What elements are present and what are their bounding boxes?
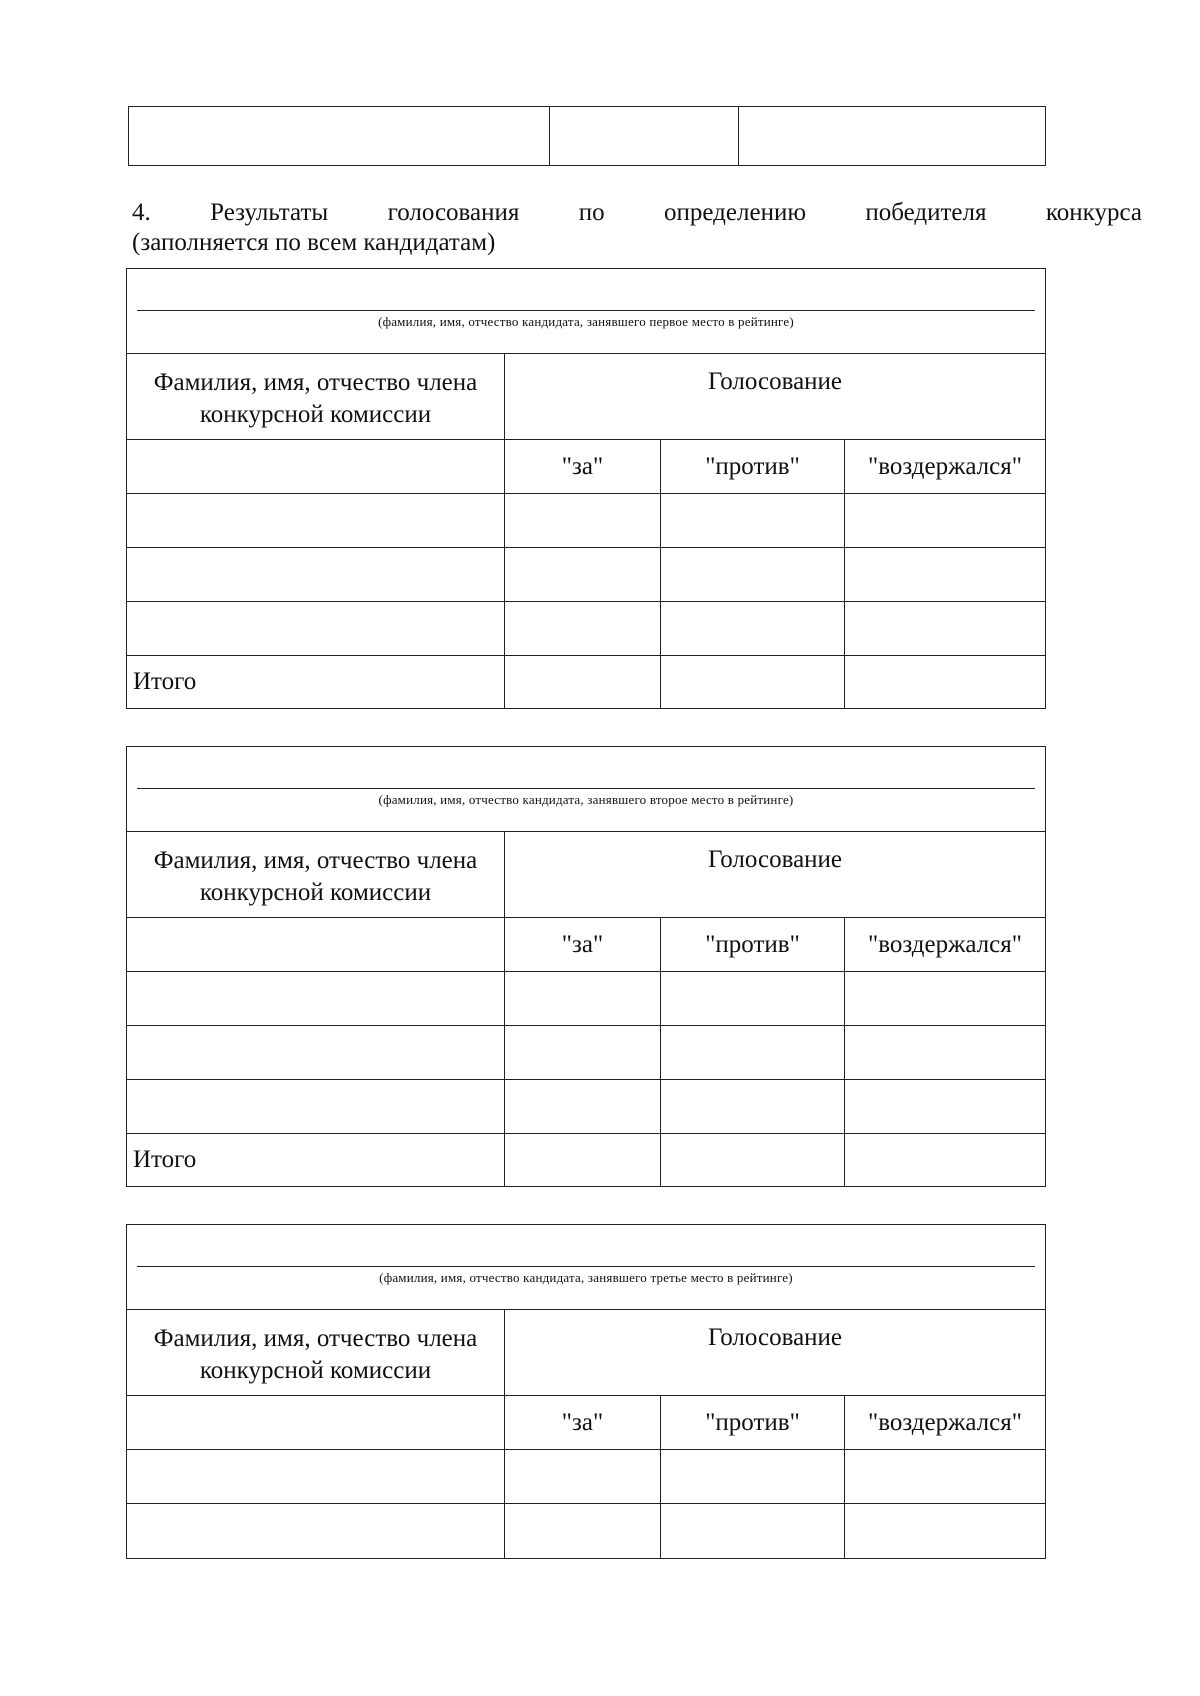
member-name-header: Фамилия, имя, отчество члена конкурсной комиссии [127,1310,505,1395]
table-cell[interactable] [845,1450,1045,1503]
table-cell[interactable] [845,972,1045,1025]
candidate-name-field[interactable] [127,269,1045,354]
table-cell[interactable] [845,1504,1045,1558]
table-cell[interactable] [845,1080,1045,1133]
table-cell [129,107,550,165]
heading-line-2: (заполняется по всем кандидатам) [132,229,496,256]
table-cell[interactable] [661,602,845,655]
fill-in-line [137,310,1035,311]
candidate-name-field[interactable] [127,1225,1045,1310]
voting-header: Голосование [707,368,843,395]
voting-header: Голосование [707,1324,843,1351]
section-heading [132,198,1142,258]
table-cell[interactable] [505,548,661,601]
table-cell [127,918,505,971]
heading-word: Результаты [210,199,329,226]
col-for-header: "за" [505,440,661,493]
table-cell[interactable] [505,1134,661,1186]
member-name-header: Фамилия, имя, отчество члена конкурсной комиссии [127,354,505,439]
table-row [127,1450,1045,1504]
voting-header: Голосование [707,846,843,873]
table-cell[interactable] [661,656,845,708]
table-cell[interactable] [127,494,505,547]
table-cell[interactable] [845,548,1045,601]
fill-in-line [137,788,1035,789]
col-for-header: "за" [505,1396,661,1449]
col-abstain-header: "воздержался" [868,930,1022,958]
table-cell[interactable] [661,494,845,547]
table-row [127,494,1045,548]
table-cell[interactable] [661,1080,845,1133]
heading-word: по [578,199,605,226]
table-header-row [127,832,1045,918]
table-row [127,972,1045,1026]
table-cell [127,1396,505,1449]
table-cell[interactable] [661,1450,845,1503]
table-header-row [127,354,1045,440]
candidate-3-vote-table [126,1224,1046,1559]
table-cell[interactable] [505,1080,661,1133]
member-name-header: Фамилия, имя, отчество члена конкурсной комиссии [127,832,505,917]
vote-columns-row [127,918,1045,972]
table-cell[interactable] [505,494,661,547]
heading-word: победителя [865,199,987,226]
candidate-1-vote-table [126,268,1046,709]
table-cell[interactable] [505,656,661,708]
candidate-name-field[interactable] [127,747,1045,832]
total-label: Итого [127,1134,505,1186]
table-cell [739,107,1045,165]
heading-word: голосования [387,199,520,226]
table-cell[interactable] [661,1504,845,1558]
table-cell[interactable] [505,972,661,1025]
heading-word: определению [664,199,806,226]
col-abstain-header: "воздержался" [868,1408,1022,1436]
total-row [127,656,1045,708]
table-cell[interactable] [845,602,1045,655]
table-row [127,548,1045,602]
candidate-caption: (фамилия, имя, отчество кандидата, занявшего третье место в рейтинге) [379,1270,793,1285]
heading-line-1 [132,198,1142,228]
table-cell[interactable] [505,602,661,655]
table-cell[interactable] [661,1134,845,1186]
table-cell[interactable] [127,602,505,655]
table-cell[interactable] [127,548,505,601]
table-cell[interactable] [661,548,845,601]
col-for-header: "за" [505,918,661,971]
table-cell[interactable] [661,972,845,1025]
candidate-caption: (фамилия, имя, отчество кандидата, занявшего второе место в рейтинге) [378,792,794,807]
col-against-header: "против" [661,440,845,493]
table-cell[interactable] [127,972,505,1025]
heading-number: 4. [132,199,151,226]
previous-section-table [128,106,1046,166]
table-cell[interactable] [127,1080,505,1133]
heading-word: конкурса [1045,199,1142,226]
table-cell[interactable] [845,656,1045,708]
table-cell[interactable] [127,1026,505,1079]
table-cell[interactable] [505,1450,661,1503]
table-header-row [127,1310,1045,1396]
table-row [127,1504,1045,1558]
total-label: Итого [127,656,505,708]
table-cell[interactable] [127,1504,505,1558]
table-cell[interactable] [845,1026,1045,1079]
table-cell[interactable] [127,1450,505,1503]
table-cell [127,440,505,493]
table-cell [550,107,739,165]
col-abstain-header: "воздержался" [868,452,1022,480]
total-row [127,1134,1045,1186]
table-row [127,1080,1045,1134]
table-row [127,1026,1045,1080]
fill-in-line [137,1266,1035,1267]
col-against-header: "против" [661,918,845,971]
col-against-header: "против" [661,1396,845,1449]
candidate-caption: (фамилия, имя, отчество кандидата, занявшего первое место в рейтинге) [378,314,794,329]
table-cell[interactable] [845,1134,1045,1186]
vote-columns-row [127,1396,1045,1450]
table-cell[interactable] [845,494,1045,547]
candidate-2-vote-table [126,746,1046,1187]
table-cell[interactable] [505,1504,661,1558]
table-cell[interactable] [661,1026,845,1079]
table-cell[interactable] [505,1026,661,1079]
vote-columns-row [127,440,1045,494]
table-row [127,602,1045,656]
